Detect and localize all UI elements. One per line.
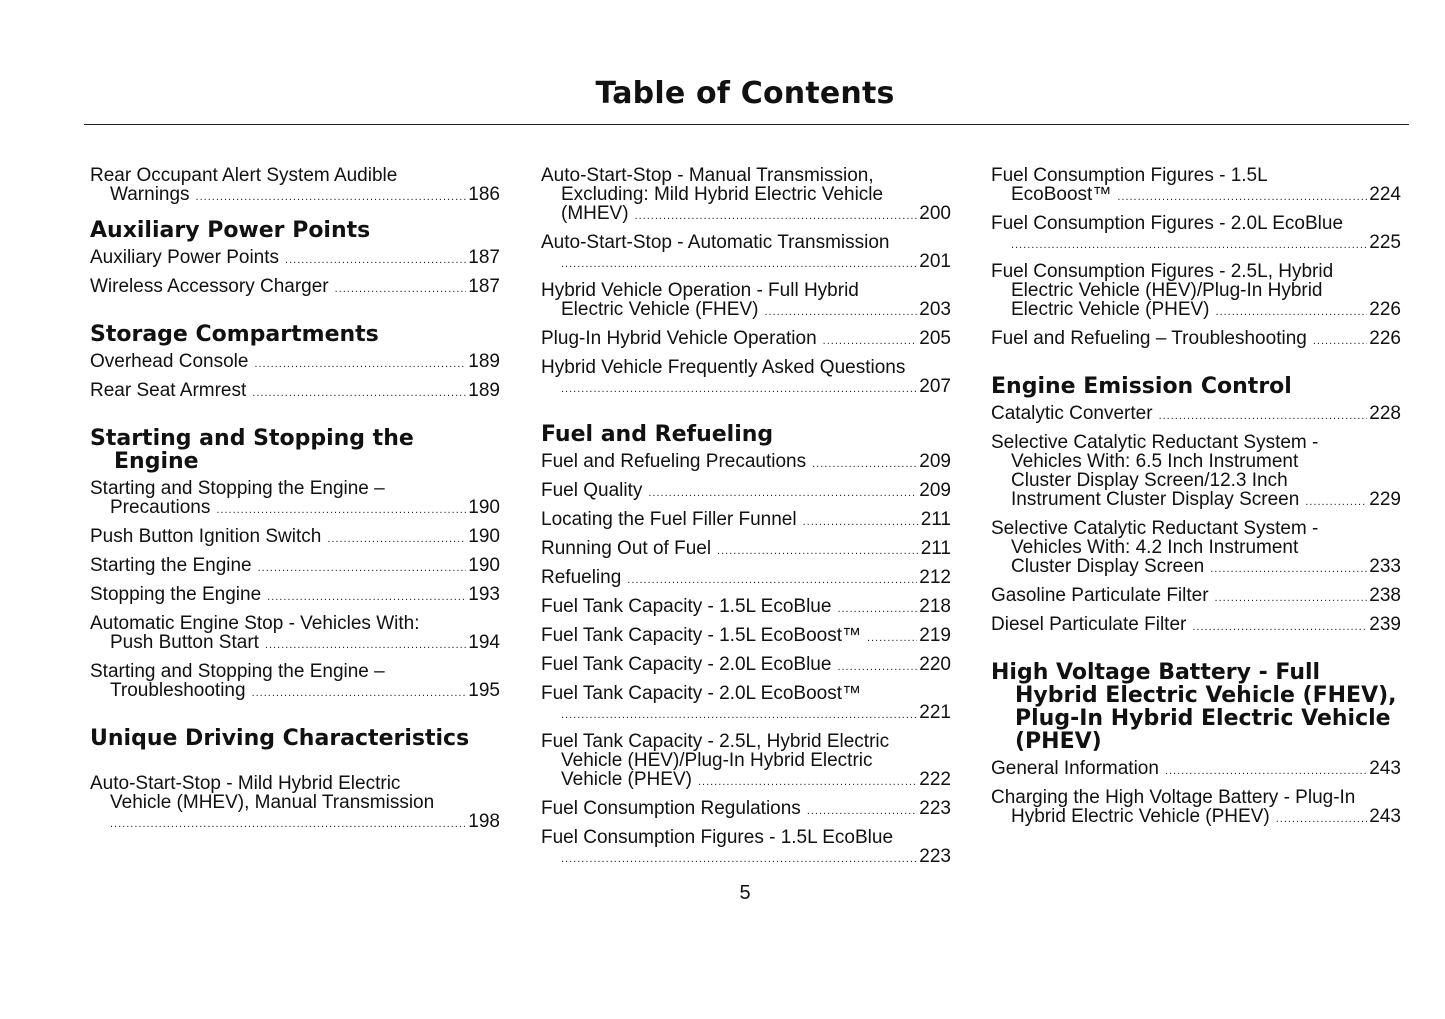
entry-page-number[interactable]: 228 bbox=[1369, 403, 1401, 424]
entry-line: Excluding: Mild Hybrid Electric Vehicle bbox=[561, 184, 884, 205]
entry-page-number[interactable]: 220 bbox=[919, 654, 951, 675]
entry-leader-line bbox=[1011, 557, 1401, 579]
leader-dots bbox=[216, 501, 466, 520]
entry-title: Electric Vehicle (FHEV) bbox=[561, 299, 759, 320]
entry-title: Warnings bbox=[110, 184, 190, 205]
entry-page-number[interactable]: 189 bbox=[468, 380, 500, 401]
entry-leader-line bbox=[90, 248, 500, 270]
leader-dots bbox=[335, 280, 467, 299]
entry-title: Fuel Tank Capacity - 1.5L EcoBlue bbox=[541, 596, 832, 617]
toc-entry[interactable] bbox=[90, 556, 500, 578]
leader-dots bbox=[252, 684, 467, 703]
entry-page-number[interactable]: 211 bbox=[920, 538, 951, 559]
entry-title: (MHEV) bbox=[561, 203, 629, 224]
leader-dots bbox=[561, 850, 917, 869]
toc-entry[interactable] bbox=[541, 281, 951, 322]
entry-page-number[interactable]: 207 bbox=[919, 376, 951, 397]
entry-page-number[interactable]: 190 bbox=[468, 526, 500, 547]
toc-entry[interactable] bbox=[541, 732, 951, 792]
toc-entry[interactable] bbox=[541, 481, 951, 503]
toc-entry[interactable] bbox=[991, 329, 1401, 351]
entry-title: Fuel and Refueling – Troubleshooting bbox=[991, 328, 1307, 349]
toc-entry[interactable] bbox=[991, 214, 1401, 255]
entry-page-number[interactable]: 209 bbox=[919, 451, 951, 472]
toc-entry[interactable] bbox=[90, 774, 500, 834]
entry-leader-line bbox=[90, 585, 500, 607]
leader-dots bbox=[1210, 560, 1367, 579]
toc-entry[interactable] bbox=[991, 433, 1401, 512]
entry-leader-line bbox=[561, 847, 951, 869]
leader-dots bbox=[1215, 589, 1368, 608]
toc-entry[interactable] bbox=[541, 452, 951, 474]
entry-page-number[interactable]: 238 bbox=[1369, 585, 1401, 606]
entry-line: Hybrid Vehicle Frequently Asked Questions bbox=[541, 357, 906, 378]
entry-leader-line bbox=[1011, 300, 1401, 322]
toc-entry[interactable] bbox=[991, 615, 1401, 637]
entry-title: Rear Seat Armrest bbox=[90, 380, 247, 401]
entry-title: Fuel Tank Capacity - 2.0L EcoBlue bbox=[541, 654, 832, 675]
leader-dots bbox=[1216, 303, 1368, 322]
entry-leader-line bbox=[110, 812, 500, 834]
section-heading: Engine Emission Control bbox=[991, 374, 1292, 399]
entry-title: Diesel Particulate Filter bbox=[991, 614, 1187, 635]
entry-line: Hybrid Vehicle Operation - Full Hybrid bbox=[541, 280, 859, 301]
entry-page-number[interactable]: 223 bbox=[919, 798, 951, 819]
entry-leader-line bbox=[541, 510, 951, 532]
toc-entry[interactable] bbox=[541, 166, 951, 226]
entry-title: Fuel and Refueling Precautions bbox=[541, 451, 807, 472]
page-number: 5 bbox=[739, 882, 751, 904]
entry-leader-line bbox=[110, 681, 500, 703]
entry-leader-line bbox=[541, 568, 951, 590]
entry-title: Plug-In Hybrid Vehicle Operation bbox=[541, 328, 817, 349]
entry-leader-line bbox=[541, 539, 951, 561]
entry-leader-line bbox=[1011, 807, 1401, 829]
entry-line: Vehicles With: 4.2 Inch Instrument bbox=[1011, 537, 1299, 558]
entry-line: Vehicle (MHEV), Manual Transmission bbox=[110, 792, 435, 813]
leader-dots bbox=[635, 207, 918, 226]
entry-line: Cluster Display Screen/12.3 Inch bbox=[1011, 470, 1288, 491]
entry-leader-line bbox=[1011, 233, 1401, 255]
section-heading: High Voltage Battery - Full Hybrid Electric Vehicle (FHEV), Plug-In Hybrid Electric Vehicle (PHEV) bbox=[991, 660, 1397, 754]
entry-leader-line bbox=[991, 759, 1401, 781]
entry-leader-line bbox=[110, 633, 500, 655]
entry-leader-line bbox=[110, 185, 500, 207]
entry-line: Auto-Start-Stop - Mild Hybrid Electric bbox=[90, 773, 401, 794]
toc-entry[interactable] bbox=[541, 233, 951, 274]
entry-line: Fuel Consumption Figures - 2.5L, Hybrid bbox=[991, 261, 1334, 282]
entry-leader-line bbox=[991, 404, 1401, 426]
leader-dots bbox=[196, 188, 467, 207]
toc-column-1 bbox=[90, 166, 500, 841]
entry-page-number[interactable]: 190 bbox=[468, 555, 500, 576]
entry-page-number[interactable]: 200 bbox=[919, 203, 951, 224]
entry-title: Catalytic Converter bbox=[991, 403, 1153, 424]
leader-dots bbox=[1192, 618, 1367, 637]
leader-dots bbox=[1165, 762, 1367, 781]
leader-dots bbox=[812, 455, 917, 474]
leader-dots bbox=[764, 303, 917, 322]
entry-page-number[interactable]: 195 bbox=[468, 680, 500, 701]
leader-dots bbox=[807, 802, 917, 821]
entry-title: Instrument Cluster Display Screen bbox=[1011, 489, 1300, 510]
entry-title: Refueling bbox=[541, 567, 622, 588]
leader-dots bbox=[327, 530, 466, 549]
entry-page-number[interactable]: 211 bbox=[920, 509, 951, 530]
entry-leader-line bbox=[1011, 490, 1401, 512]
entry-title: Troubleshooting bbox=[110, 680, 246, 701]
leader-dots bbox=[627, 571, 917, 590]
entry-page-number[interactable]: 187 bbox=[468, 247, 500, 268]
entry-leader-line bbox=[561, 770, 951, 792]
entry-leader-line bbox=[541, 626, 951, 648]
entry-line: Starting and Stopping the Engine – bbox=[90, 661, 385, 682]
entry-leader-line bbox=[561, 204, 951, 226]
leader-dots bbox=[837, 658, 917, 677]
entry-leader-line bbox=[90, 556, 500, 578]
entry-page-number[interactable]: 203 bbox=[919, 299, 951, 320]
toc-entry[interactable] bbox=[90, 527, 500, 549]
entry-leader-line bbox=[541, 799, 951, 821]
toc-entry[interactable] bbox=[541, 358, 951, 399]
toc-entry[interactable] bbox=[991, 262, 1401, 322]
leader-dots bbox=[837, 600, 917, 619]
leader-dots bbox=[561, 706, 917, 725]
entry-page-number[interactable]: 221 bbox=[919, 702, 951, 723]
leader-dots bbox=[110, 815, 466, 834]
entry-title: Fuel Consumption Regulations bbox=[541, 798, 801, 819]
section-heading: Auxiliary Power Points bbox=[90, 218, 371, 243]
entry-page-number[interactable]: 243 bbox=[1369, 758, 1401, 779]
entry-title: General Information bbox=[991, 758, 1159, 779]
leader-dots bbox=[561, 380, 917, 399]
leader-dots bbox=[254, 355, 466, 374]
toc-entry[interactable] bbox=[991, 759, 1401, 781]
entry-leader-line bbox=[1011, 185, 1401, 207]
entry-page-number[interactable]: 233 bbox=[1369, 556, 1401, 577]
toc-entry[interactable] bbox=[90, 352, 500, 374]
entry-line: Vehicles With: 6.5 Inch Instrument bbox=[1011, 451, 1299, 472]
entry-page-number[interactable]: 187 bbox=[468, 276, 500, 297]
entry-title: Running Out of Fuel bbox=[541, 538, 712, 559]
leader-dots bbox=[252, 384, 466, 403]
entry-page-number[interactable]: 243 bbox=[1369, 806, 1401, 827]
entry-leader-line bbox=[90, 352, 500, 374]
leader-dots bbox=[285, 251, 466, 270]
leader-dots bbox=[1011, 236, 1367, 255]
toc-entry[interactable] bbox=[90, 248, 500, 270]
toc-entry[interactable] bbox=[541, 568, 951, 590]
leader-dots bbox=[265, 636, 466, 655]
toc-entry[interactable] bbox=[541, 799, 951, 821]
leader-dots bbox=[1276, 810, 1368, 829]
entry-title: Stopping the Engine bbox=[90, 584, 262, 605]
leader-dots bbox=[267, 588, 466, 607]
entry-title: Gasoline Particulate Filter bbox=[991, 585, 1209, 606]
entry-leader-line bbox=[991, 615, 1401, 637]
entry-page-number[interactable]: 186 bbox=[468, 184, 500, 205]
entry-leader-line bbox=[541, 481, 951, 503]
entry-line: Fuel Tank Capacity - 2.0L EcoBoost™ bbox=[541, 683, 861, 704]
toc-entry[interactable] bbox=[90, 479, 500, 520]
toc-entry[interactable] bbox=[90, 585, 500, 607]
entry-page-number[interactable]: 205 bbox=[919, 328, 951, 349]
entry-page-number[interactable]: 226 bbox=[1369, 328, 1401, 349]
entry-title: Overhead Console bbox=[90, 351, 249, 372]
section-heading: Fuel and Refueling bbox=[541, 422, 774, 447]
toc-entry[interactable] bbox=[90, 381, 500, 403]
leader-dots bbox=[1159, 407, 1368, 426]
title-divider bbox=[84, 124, 1409, 125]
entry-line: Selective Catalytic Reductant System - bbox=[991, 518, 1319, 539]
toc-entry[interactable] bbox=[541, 539, 951, 561]
entry-leader-line bbox=[90, 527, 500, 549]
toc-entry[interactable] bbox=[90, 662, 500, 703]
entry-page-number[interactable]: 190 bbox=[468, 497, 500, 518]
entry-page-number[interactable]: 229 bbox=[1369, 489, 1401, 510]
entry-line: Vehicle (HEV)/Plug-In Hybrid Electric bbox=[561, 750, 873, 771]
toc-entry[interactable] bbox=[90, 166, 500, 207]
leader-dots bbox=[1313, 332, 1367, 351]
entry-leader-line bbox=[110, 498, 500, 520]
toc-column-2 bbox=[541, 166, 951, 876]
entry-title: Precautions bbox=[110, 497, 211, 518]
entry-title: Fuel Tank Capacity - 1.5L EcoBoost™ bbox=[541, 625, 861, 646]
entry-line: Starting and Stopping the Engine – bbox=[90, 478, 385, 499]
entry-title: Cluster Display Screen bbox=[1011, 556, 1205, 577]
leader-dots bbox=[561, 255, 917, 274]
entry-page-number[interactable]: 212 bbox=[919, 567, 951, 588]
toc-entry[interactable] bbox=[541, 329, 951, 351]
entry-page-number[interactable]: 218 bbox=[919, 596, 951, 617]
leader-dots bbox=[1305, 493, 1367, 512]
page-title: Table of Contents bbox=[595, 76, 895, 111]
entry-line: Auto-Start-Stop - Manual Transmission, bbox=[541, 165, 874, 186]
entry-leader-line bbox=[541, 452, 951, 474]
toc-entry[interactable] bbox=[541, 626, 951, 648]
entry-line: Fuel Consumption Figures - 1.5L EcoBlue bbox=[541, 827, 894, 848]
entry-page-number[interactable]: 224 bbox=[1369, 184, 1401, 205]
leader-dots bbox=[1117, 188, 1367, 207]
entry-page-number[interactable]: 193 bbox=[468, 584, 500, 605]
section-heading: Storage Compartments bbox=[90, 322, 379, 347]
toc-entry[interactable] bbox=[991, 404, 1401, 426]
entry-title: Auxiliary Power Points bbox=[90, 247, 280, 268]
leader-dots bbox=[648, 484, 917, 503]
leader-dots bbox=[698, 773, 917, 792]
entry-line: Electric Vehicle (HEV)/Plug-In Hybrid bbox=[1011, 280, 1323, 301]
entry-line: Selective Catalytic Reductant System - bbox=[991, 432, 1319, 453]
entry-title: Push Button Start bbox=[110, 632, 259, 653]
entry-page-number[interactable]: 239 bbox=[1369, 614, 1401, 635]
leader-dots bbox=[803, 513, 919, 532]
entry-page-number[interactable]: 222 bbox=[919, 769, 951, 790]
entry-page-number[interactable]: 189 bbox=[468, 351, 500, 372]
entry-line: Auto-Start-Stop - Automatic Transmission bbox=[541, 232, 890, 253]
toc-entry[interactable] bbox=[541, 655, 951, 677]
entry-page-number[interactable]: 223 bbox=[919, 846, 951, 867]
entry-leader-line bbox=[561, 703, 951, 725]
entry-page-number[interactable]: 198 bbox=[468, 811, 500, 832]
entry-leader-line bbox=[541, 655, 951, 677]
toc-entry[interactable] bbox=[991, 166, 1401, 207]
leader-dots bbox=[258, 559, 467, 578]
entry-leader-line bbox=[561, 300, 951, 322]
leader-dots bbox=[717, 542, 919, 561]
entry-leader-line bbox=[991, 329, 1401, 351]
entry-line: Fuel Consumption Figures - 1.5L bbox=[991, 165, 1268, 186]
entry-page-number[interactable]: 226 bbox=[1369, 299, 1401, 320]
entry-title: EcoBoost™ bbox=[1011, 184, 1112, 205]
toc-entry[interactable] bbox=[90, 614, 500, 655]
entry-title: Vehicle (PHEV) bbox=[561, 769, 692, 790]
entry-leader-line bbox=[90, 277, 500, 299]
entry-leader-line bbox=[90, 381, 500, 403]
entry-page-number[interactable]: 219 bbox=[919, 625, 951, 646]
toc-entry[interactable] bbox=[991, 586, 1401, 608]
entry-line: Rear Occupant Alert System Audible bbox=[90, 165, 398, 186]
entry-title: Locating the Fuel Filler Funnel bbox=[541, 509, 797, 530]
entry-leader-line bbox=[561, 377, 951, 399]
entry-leader-line bbox=[561, 252, 951, 274]
leader-dots bbox=[867, 629, 917, 648]
toc-entry[interactable] bbox=[90, 277, 500, 299]
toc-entry[interactable] bbox=[541, 684, 951, 725]
entry-line: Charging the High Voltage Battery - Plug-In bbox=[991, 787, 1356, 808]
entry-page-number[interactable]: 209 bbox=[919, 480, 951, 501]
toc-entry[interactable] bbox=[991, 519, 1401, 579]
section-heading: Starting and Stopping the Engine bbox=[90, 426, 414, 474]
entry-page-number[interactable]: 194 bbox=[468, 632, 500, 653]
toc-column-3 bbox=[991, 166, 1401, 836]
section-heading: Unique Driving Characteristics bbox=[90, 726, 470, 751]
entry-line: Fuel Tank Capacity - 2.5L, Hybrid Electric bbox=[541, 731, 890, 752]
toc-entry[interactable] bbox=[541, 597, 951, 619]
entry-title: Hybrid Electric Vehicle (PHEV) bbox=[1011, 806, 1270, 827]
entry-leader-line bbox=[991, 586, 1401, 608]
entry-line: Fuel Consumption Figures - 2.0L EcoBlue bbox=[991, 213, 1344, 234]
entry-page-number[interactable]: 201 bbox=[919, 251, 951, 272]
toc-entry[interactable] bbox=[991, 788, 1401, 829]
toc-entry[interactable] bbox=[541, 510, 951, 532]
entry-page-number[interactable]: 225 bbox=[1369, 232, 1401, 253]
entry-title: Wireless Accessory Charger bbox=[90, 276, 329, 297]
entry-title: Electric Vehicle (PHEV) bbox=[1011, 299, 1210, 320]
entry-line: Automatic Engine Stop - Vehicles With: bbox=[90, 613, 420, 634]
entry-title: Starting the Engine bbox=[90, 555, 252, 576]
toc-entry[interactable] bbox=[541, 828, 951, 869]
entry-title: Push Button Ignition Switch bbox=[90, 526, 322, 547]
leader-dots bbox=[823, 332, 918, 351]
entry-leader-line bbox=[541, 597, 951, 619]
entry-leader-line bbox=[541, 329, 951, 351]
entry-title: Fuel Quality bbox=[541, 480, 643, 501]
